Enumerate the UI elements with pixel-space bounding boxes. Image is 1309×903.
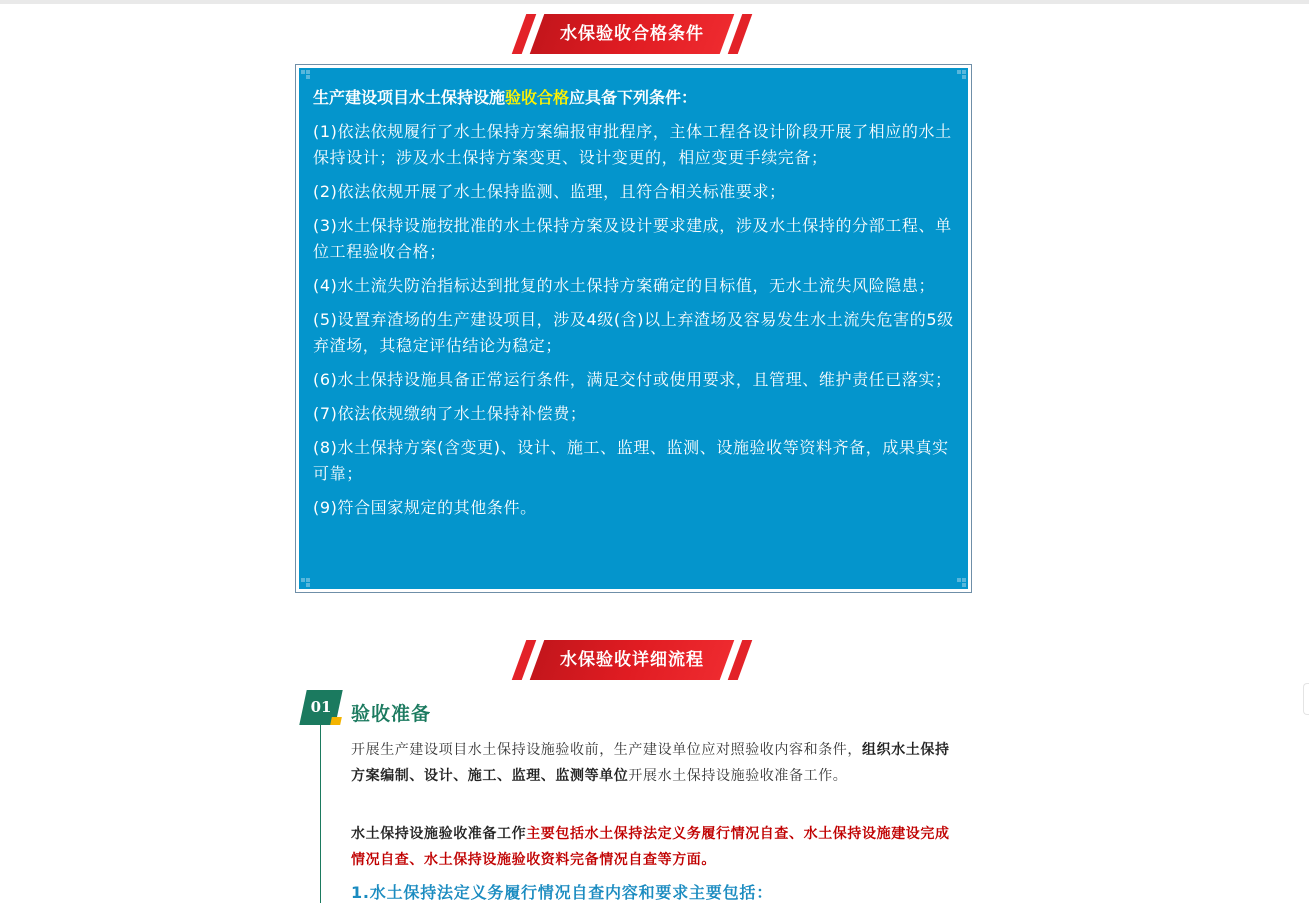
banner-title: 水保验收合格条件 <box>560 24 704 44</box>
step-number: 01 <box>310 698 332 716</box>
condition-item: (3)水土保持设施按批准的水土保持方案及设计要求建成，涉及水土保持的分部工程、单位工程验收合格； <box>313 216 952 261</box>
para-text: 开展生产建设项目水土保持设施验收前，生产建设单位应对照验收内容和条件， <box>351 742 862 758</box>
badge-accent-icon <box>330 717 342 725</box>
side-float-tab[interactable] <box>1303 683 1309 715</box>
subheading: 1.水土保持法定义务履行情况自查内容和要求主要包括： <box>351 883 774 902</box>
banner-title: 水保验收详细流程 <box>560 650 704 670</box>
condition-item: (2)依法依规开展了水土保持监测、监理，且符合相关标准要求； <box>313 182 786 201</box>
intro-text-suffix: 应具备下列条件： <box>569 88 698 107</box>
section-banner-conditions <box>513 14 753 54</box>
conditions-intro <box>313 85 954 111</box>
conditions-box <box>299 68 968 589</box>
condition-item: (8)水土保持方案(含变更)、设计、施工、监理、监测、设施验收等资料齐备，成果真实可靠； <box>313 438 949 483</box>
para-text: 开展水土保持设施验收准备工作。 <box>628 767 848 784</box>
intro-text: 生产建设项目水土保持设施 <box>313 88 506 107</box>
corner-ornament-icon <box>301 70 310 79</box>
para-bold-text: 组织水土保持方案编制、设计、施工、监理、监测等单位 <box>351 742 950 784</box>
corner-ornament-icon <box>957 70 966 79</box>
condition-item: (9)符合国家规定的其他条件。 <box>313 498 537 517</box>
para-red-text: 主要包括水土保持法定义务履行情况自查、水土保持设施建设完成情况自查、水土保持设施验收资料完备情况自查等方面。 <box>351 826 950 868</box>
para-bold-text: 水土保持设施验收准备工作 <box>351 826 527 842</box>
corner-ornament-icon <box>957 578 966 587</box>
intro-highlight: 验收合格 <box>505 88 570 107</box>
condition-item: (7)依法依规缴纳了水土保持补偿费； <box>313 404 587 423</box>
section-banner-process <box>513 640 753 680</box>
top-divider <box>0 0 1309 4</box>
step-paragraph-2 <box>351 822 951 873</box>
conditions-panel <box>295 64 972 593</box>
step-paragraph-1 <box>351 738 951 789</box>
condition-item: (4)水土流失防治指标达到批复的水土保持方案确定的目标值，无水土流失风险隐患； <box>313 276 936 295</box>
corner-ornament-icon <box>301 578 310 587</box>
condition-item: (1)依法依规履行了水土保持方案编报审批程序，主体工程各设计阶段开展了相应的水土保持设计；涉及水土保持方案变更、设计变更的，相应变更手续完备； <box>313 122 952 167</box>
condition-item: (5)设置弃渣场的生产建设项目，涉及4级(含)以上弃渣场及容易发生水土流失危害的5级弃渣场，其稳定评估结论为稳定； <box>313 310 954 355</box>
step-title: 验收准备 <box>351 703 432 725</box>
condition-item: (6)水土保持设施具备正常运行条件，满足交付或使用要求，且管理、维护责任已落实； <box>313 370 952 389</box>
timeline-line <box>320 725 321 903</box>
